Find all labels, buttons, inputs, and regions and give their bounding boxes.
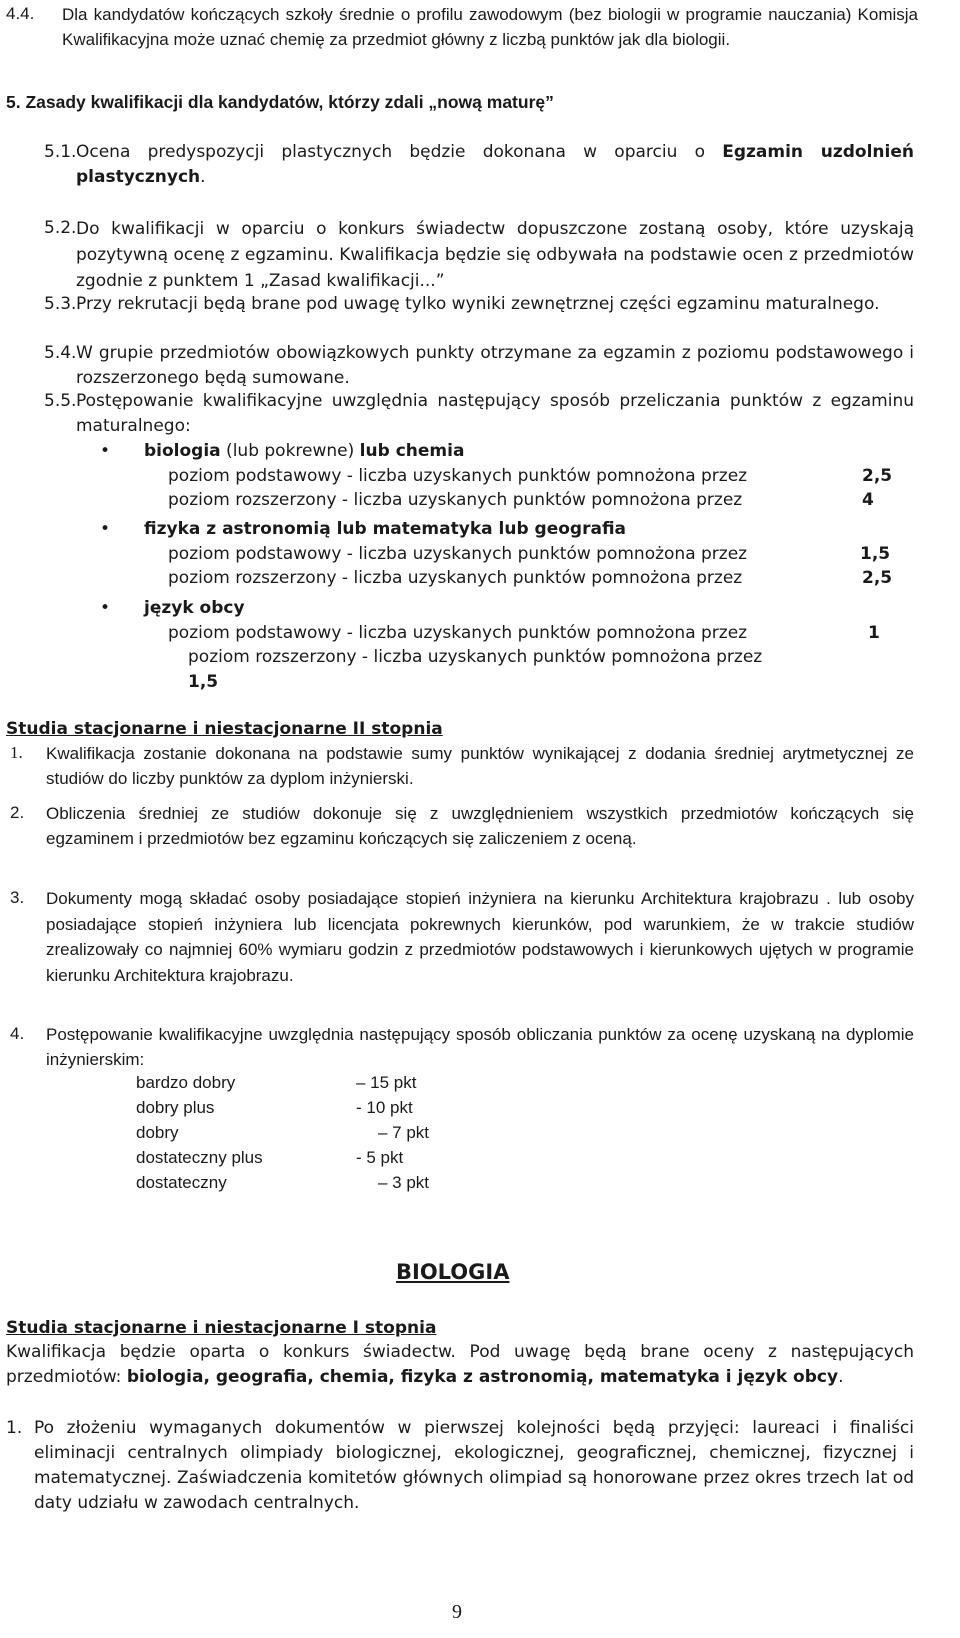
- grade-points-4: - 5 pkt: [356, 1148, 404, 1167]
- studies-2-item-3-number: 3.: [10, 888, 25, 907]
- grade-points-2: - 10 pkt: [356, 1098, 413, 1117]
- biologia-intro: [6, 1340, 914, 1390]
- bullet-1-basic-factor: 2,5: [862, 466, 893, 486]
- grade-points-5: – 3 pkt: [378, 1173, 430, 1192]
- biologia-item-1-text: Po złożeniu wymaganych dokumentów w pierwszej kolejności będą przyjęci: laureaci i finaliści eliminacji centralnych olimpiady biologicznej, ekologicznej, geograficznej, chemicznej, fizycznej i matematycznej. Zaświadczenia komitetów głównych olimpiad są honorowane przez okres trzech lat od daty udziału w zawodach centralnych.: [34, 1418, 914, 1513]
- section-5-2-text: Do kwalifikacji w oparciu o konkurs świadectw dopuszczone zostaną osoby, które uzyskają pozytywną ocenę z egzaminu. Kwalifikacja będzie się odbywała na podstawie ocen z przedmiotów zgodnie z punktem 1 „Zasad kwalifikacji...”: [76, 219, 914, 291]
- bullet-1-title-bold-a: biologia: [144, 441, 221, 461]
- bullet-3-title: język obcy: [144, 598, 245, 618]
- bullet-2-basic-factor: 1,5: [860, 544, 891, 564]
- section-4-4-text: Dla kandydatów kończących szkoły średnie o profilu zawodowym (bez biologii w programie nauczania) Komisja Kwalifikacyjna może uznać chemię za przedmiot główny z liczbą punktów jak dla biologii.: [62, 5, 918, 49]
- bullet-2-extended-factor: 2,5: [862, 568, 893, 588]
- studies-2-item-2-text: Obliczenia średniej ze studiów dokonuje się z uwzględnieniem wszystkich przedmiotów kończących się egzaminem i przedmiotów bez egzaminu kończących się zaliczeniem z oceną.: [46, 804, 914, 848]
- grade-name-2: dobry plus: [136, 1098, 215, 1117]
- biologia-intro-tail: .: [838, 1367, 844, 1387]
- studies-1-heading: Studia stacjonarne i niestacjonarne I stopnia: [6, 1318, 437, 1338]
- bullet-1-extended-factor: 4: [862, 490, 874, 510]
- studies-2-heading: Studia stacjonarne i niestacjonarne II stopnia: [6, 719, 443, 739]
- grade-name-3: dobry: [136, 1123, 179, 1142]
- section-5-1-tail: .: [200, 167, 206, 187]
- section-5-5-text: Postępowanie kwalifikacyjne uwzględnia następujący sposób przeliczania punktów z egzaminu maturalnego:: [76, 391, 914, 436]
- grade-name-5: dostateczny: [136, 1173, 227, 1192]
- studies-2-item-2-number: 2.: [10, 803, 25, 822]
- section-5-2-number: 5.2.: [44, 218, 77, 238]
- bullet-2-marker: •: [100, 519, 111, 539]
- section-5-1-bold: Egzamin uzdolnień plastycznych: [76, 142, 914, 187]
- biologia-intro-subjects: biologia, geografia, chemia, fizyka z astronomią, matematyka i język obcy: [126, 1367, 839, 1387]
- section-5-5-number: 5.5.: [44, 391, 77, 411]
- bullet-1-title: [144, 439, 464, 463]
- grade-points-3: – 7 pkt: [378, 1123, 430, 1142]
- bullet-1-title-normal: (lub pokrewne): [220, 441, 360, 461]
- bullet-1-title-bold-b: lub chemia: [359, 441, 465, 461]
- studies-2-item-4-text: Postępowanie kwalifikacyjne uwzględnia następujący sposób obliczania punktów za ocenę uzyskaną na dyplomie inżynierskim:: [46, 1025, 914, 1069]
- grade-name-1: bardzo dobry: [136, 1073, 236, 1092]
- studies-2-item-3-text: Dokumenty mogą składać osoby posiadające stopień inżyniera na kierunku Architektura krajobrazu . lub osoby posiadające stopień inżyniera lub licencjata pokrewnych kierunków, pod warunkiem, że w trakcie studiów zrealizowały co najmniej 60% wymiaru godzin z przedmiotów podstawowych i kierunkowych ujętych w programie kierunku Architektura krajobrazu.: [46, 889, 914, 985]
- biologia-heading: BIOLOGIA: [396, 1260, 510, 1284]
- grade-name-4: dostateczny plus: [136, 1148, 263, 1167]
- studies-2-item-1-text: Kwalifikacja zostanie dokonana na podstawie sumy punktów wynikającej z dodania średniej arytmetycznej ze studiów do liczby punktów za dyplom inżynierski.: [46, 744, 914, 788]
- section-5-4-text: W grupie przedmiotów obowiązkowych punkty otrzymane za egzamin z poziomu podstawowego i rozszerzonego będą sumowane.: [76, 343, 914, 388]
- bullet-1-basic: poziom podstawowy - liczba uzyskanych punktów pomnożona przez: [168, 466, 748, 486]
- bullet-3-extended: poziom rozszerzony - liczba uzyskanych punktów pomnożona przez: [188, 647, 763, 667]
- bullet-1-marker: •: [100, 441, 111, 461]
- bullet-3-extended-factor: 1,5: [188, 672, 219, 692]
- section-5-heading: 5. Zasady kwalifikacji dla kandydatów, którzy zdali „nową maturę”: [6, 92, 554, 112]
- biologia-intro-normal: Kwalifikacja będzie oparta o konkurs świadectw. Pod uwagę będą brane oceny z następujących przedmiotów:: [6, 1342, 914, 1387]
- bullet-3-marker: •: [100, 598, 111, 618]
- section-5-3-number: 5.3.: [44, 294, 77, 314]
- page-number: 9: [452, 1601, 462, 1623]
- bullet-2-basic: poziom podstawowy - liczba uzyskanych punktów pomnożona przez: [168, 544, 748, 564]
- studies-2-item-4-number: 4.: [10, 1024, 25, 1043]
- biologia-item-1-number: 1.: [6, 1418, 23, 1438]
- bullet-1-extended: poziom rozszerzony - liczba uzyskanych punktów pomnożona przez: [168, 490, 743, 510]
- bullet-3-basic: poziom podstawowy - liczba uzyskanych punktów pomnożona przez: [168, 623, 748, 643]
- grade-points-1: – 15 pkt: [356, 1073, 417, 1092]
- bullet-3-basic-factor: 1: [868, 623, 880, 643]
- bullet-2-extended: poziom rozszerzony - liczba uzyskanych punktów pomnożona przez: [168, 568, 743, 588]
- bullet-2-title: fizyka z astronomią lub matematyka lub geografia: [144, 519, 627, 539]
- section-5-3-text: Przy rekrutacji będą brane pod uwagę tylko wyniki zewnętrznej części egzaminu maturalnego.: [76, 294, 880, 314]
- section-5-1-normal: Ocena predyspozycji plastycznych będzie dokonana w oparciu o: [76, 142, 723, 162]
- section-5-1-text: [76, 140, 914, 190]
- section-4-4-number: 4.4.: [6, 4, 35, 23]
- section-5-4-number: 5.4.: [44, 343, 77, 363]
- section-5-1-number: 5.1.: [44, 142, 77, 162]
- studies-2-item-1-number: 1.: [10, 743, 23, 762]
